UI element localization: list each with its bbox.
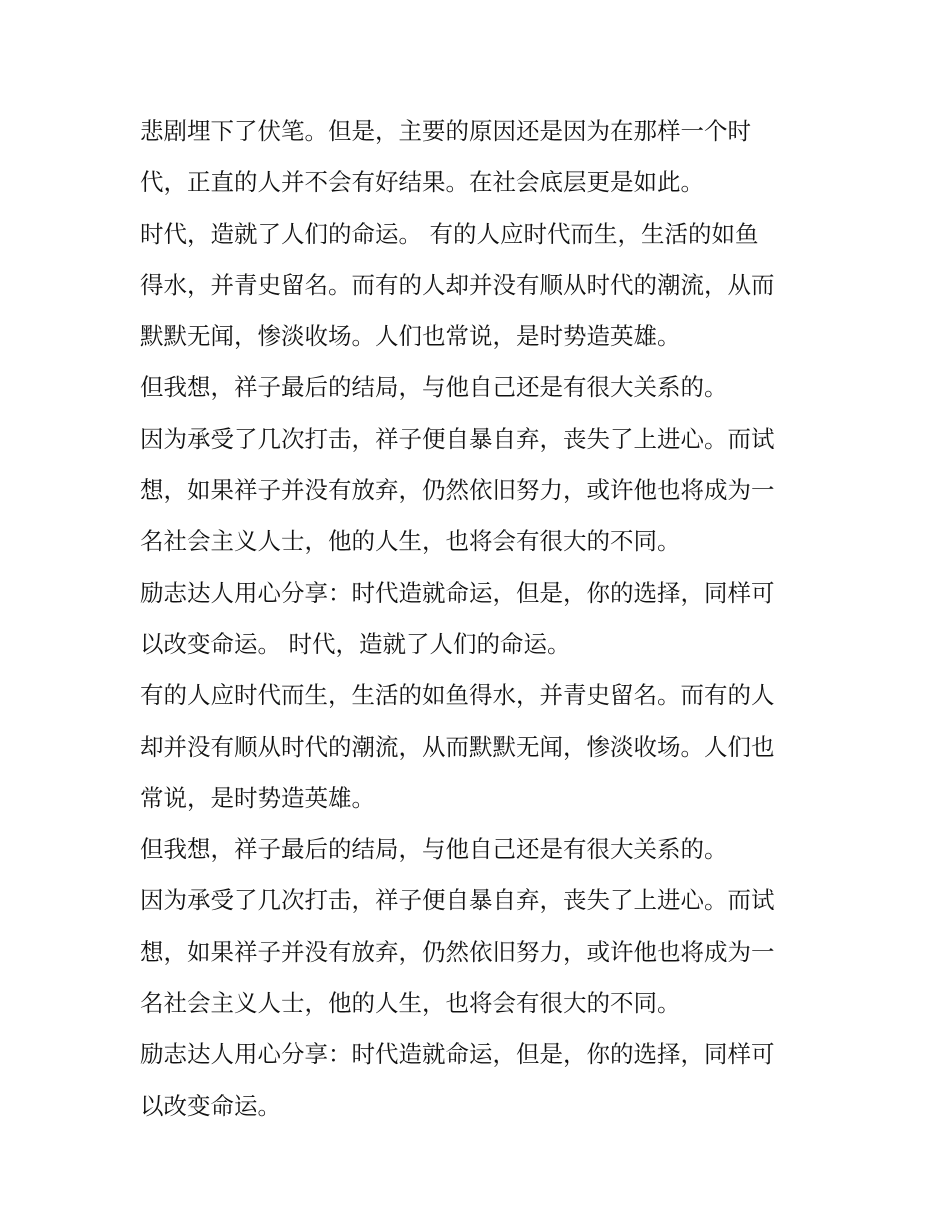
text-line: 励志达人用心分享：时代造就命运，但是，你的选择，同样可 bbox=[140, 578, 775, 607]
text-line: 但我想，祥子最后的结局，与他自己还是有很大关系的。 bbox=[140, 373, 728, 402]
text-line: 有的人应时代而生，生活的如鱼得水，并青史留名。而有的人 bbox=[140, 681, 775, 710]
text-line: 却并没有顺从时代的潮流，从而默默无闻，惨淡收场。人们也 bbox=[140, 732, 775, 761]
text-line: 但我想，祥子最后的结局，与他自己还是有很大关系的。 bbox=[140, 835, 728, 864]
text-line: 悲剧埋下了伏笔。但是，主要的原因还是因为在那样一个时 bbox=[140, 117, 751, 145]
text-line: 常说，是时势造英雄。 bbox=[140, 783, 375, 812]
text-line: 以改变命运。 时代，造就了人们的命运。 bbox=[140, 629, 571, 658]
text-line: 因为承受了几次打击，祥子便自暴自弃，丧失了上进心。而试 bbox=[140, 424, 775, 453]
text-line: 时代，造就了人们的命运。 有的人应时代而生，生活的如鱼 bbox=[140, 219, 759, 248]
text-line: 得水，并青史留名。而有的人却并没有顺从时代的潮流，从而 bbox=[140, 270, 775, 299]
text-line: 励志达人用心分享：时代造就命运，但是，你的选择，同样可 bbox=[140, 1040, 775, 1069]
text-line: 默默无闻，惨淡收场。人们也常说，是时势造英雄。 bbox=[140, 322, 681, 351]
text-line: 想，如果祥子并没有放弃，仍然依旧努力，或许他也将成为一 bbox=[140, 476, 775, 505]
text-line: 想，如果祥子并没有放弃，仍然依旧努力，或许他也将成为一 bbox=[140, 937, 775, 966]
text-line: 以改变命运。 bbox=[140, 1091, 281, 1120]
text-line: 代，正直的人并不会有好结果。在社会底层更是如此。 bbox=[140, 168, 704, 197]
text-line: 名社会主义人士，他的人生，也将会有很大的不同。 bbox=[140, 527, 681, 556]
text-line: 名社会主义人士，他的人生，也将会有很大的不同。 bbox=[140, 989, 681, 1018]
body-text bbox=[140, 106, 830, 1132]
text-line: 因为承受了几次打击，祥子便自暴自弃，丧失了上进心。而试 bbox=[140, 886, 775, 915]
